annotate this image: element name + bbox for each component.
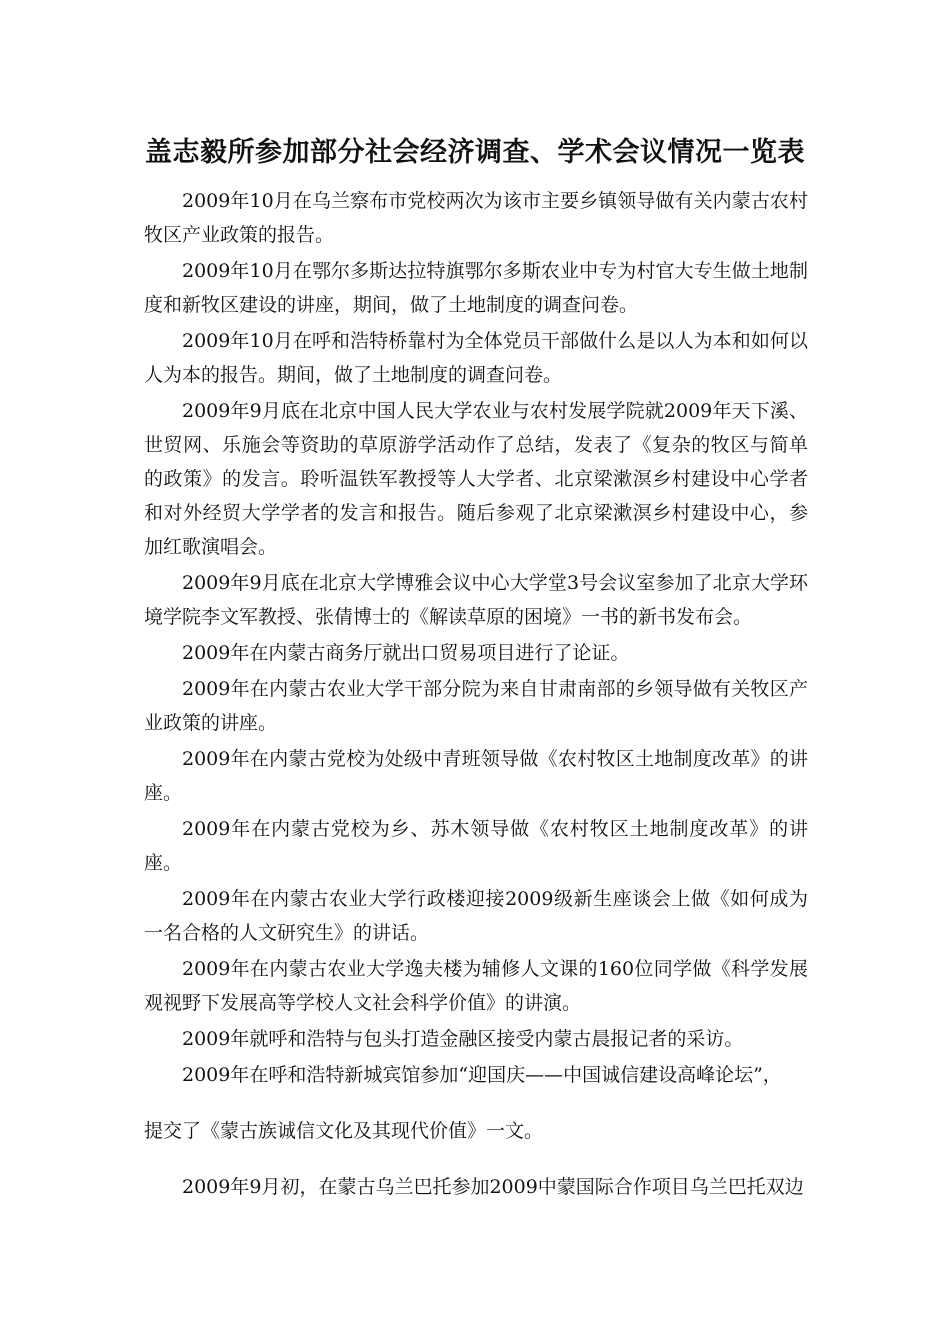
paragraph-5: 2009年9月底在北京大学博雅会议中心大学堂3号会议室参加了北京大学环境学院李文军教授、张倩博士的《解读草原的困境》一书的新书发布会。	[144, 572, 808, 628]
paragraph-11: 2009年在内蒙古农业大学逸夫楼为辅修人文课的160位同学做《科学发展观视野下发展高等学校人文社会科学价值》的讲演。	[144, 958, 808, 1014]
paragraph-12: 2009年就呼和浩特与包头打造金融区接受内蒙古晨报记者的采访。	[182, 1028, 744, 1050]
paragraph-13-continued: 提交了《蒙古族诚信文化及其现代价值》一文。	[144, 1120, 544, 1142]
paragraph-7: 2009年在内蒙古农业大学干部分院为来自甘肃南部的乡领导做有关牧区产业政策的讲座。	[144, 678, 808, 734]
paragraph-6: 2009年在内蒙古商务厅就出口贸易项目进行了论证。	[182, 642, 630, 664]
paragraph-3: 2009年10月在呼和浩特桥靠村为全体党员干部做什么是以人为本和如何以人为本的报告。期间，做了土地制度的调查问卷。	[144, 330, 808, 386]
paragraph-8: 2009年在内蒙古党校为处级中青班领导做《农村牧区土地制度改革》的讲座。	[144, 748, 808, 804]
paragraph-14: 2009年9月初，在蒙古乌兰巴托参加2009中蒙国际合作项目乌兰巴托双边	[182, 1176, 804, 1198]
paragraph-13: 2009年在呼和浩特新城宾馆参加“迎国庆——中国诚信建设高峰论坛”，	[182, 1064, 782, 1086]
paragraph-4: 2009年9月底在北京中国人民大学农业与农村发展学院就2009年天下溪、世贸网、乐施会等资助的草原游学活动作了总结，发表了《复杂的牧区与简单的政策》的发言。聆听温铁军教授等人大学者、北京梁漱溟乡村建设中心学者和对外经贸大学学者的发言和报告。随后参观了北京梁漱溟乡村建设中心，参加红歌演唱会。	[144, 400, 808, 558]
paragraph-9: 2009年在内蒙古党校为乡、苏木领导做《农村牧区土地制度改革》的讲座。	[144, 818, 808, 874]
paragraph-10: 2009年在内蒙古农业大学行政楼迎接2009级新生座谈会上做《如何成为一名合格的人文研究生》的讲话。	[144, 888, 808, 944]
paragraph-2: 2009年10月在鄂尔多斯达拉特旗鄂尔多斯农业中专为村官大专生做土地制度和新牧区建设的讲座，期间，做了土地制度的调查问卷。	[144, 260, 808, 316]
paragraph-1: 2009年10月在乌兰察布市党校两次为该市主要乡镇领导做有关内蒙古农村牧区产业政策的报告。	[144, 190, 808, 246]
document-title: 盖志毅所参加部分社会经济调查、学术会议情况一览表	[145, 137, 805, 168]
document-body	[144, 184, 808, 1206]
